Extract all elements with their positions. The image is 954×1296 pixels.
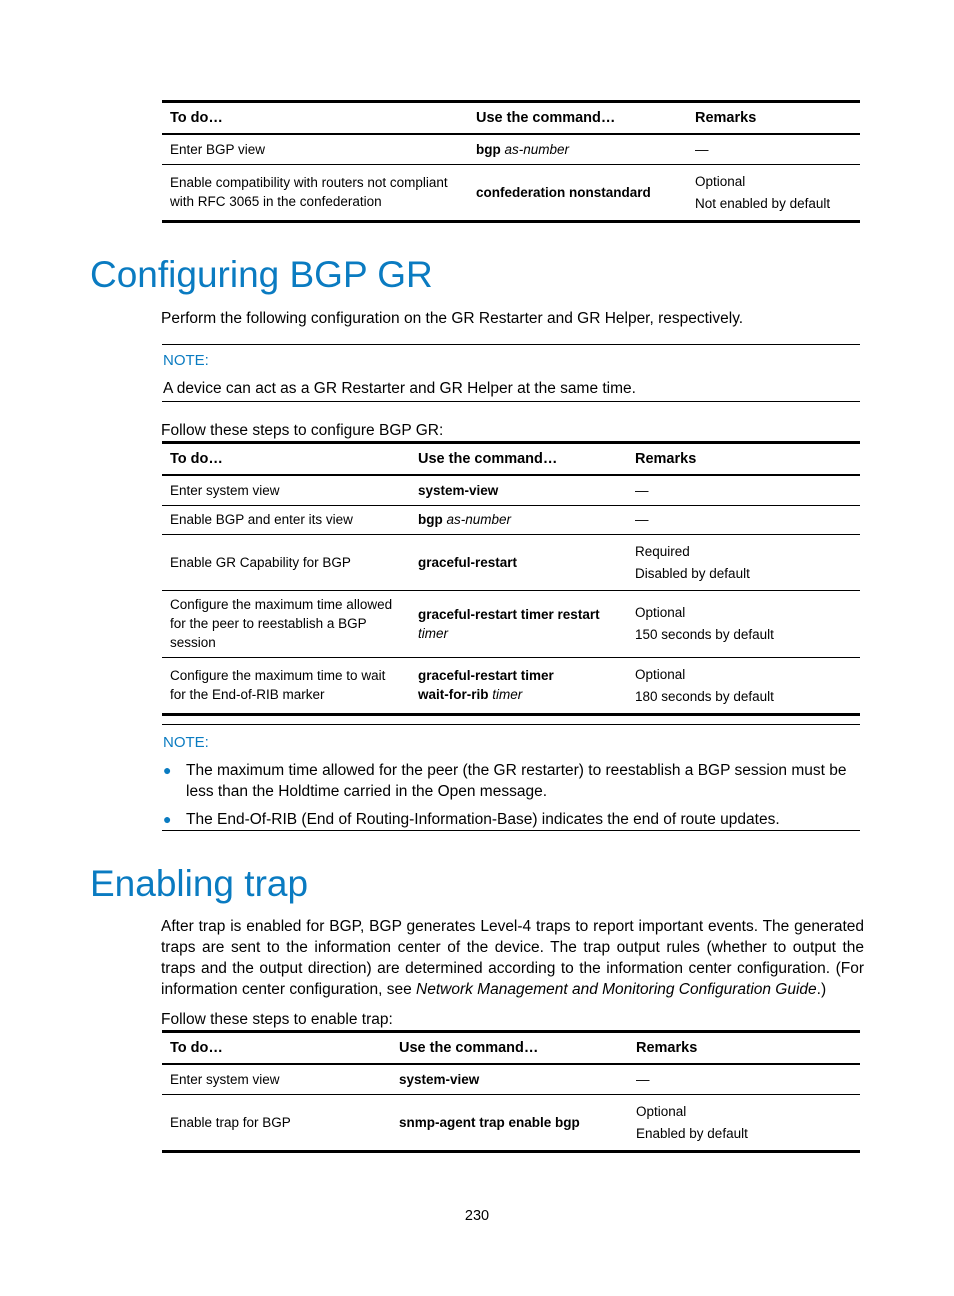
- todo-cell: Enable BGP and enter its view: [162, 505, 410, 534]
- trap-description-end: .): [816, 981, 827, 998]
- remark-line: Optional: [636, 1103, 687, 1119]
- note-label: NOTE:: [163, 734, 209, 751]
- bgp-confederation-table: [162, 100, 860, 223]
- col-header-command: Use the command…: [410, 443, 627, 476]
- remarks-cell: [628, 1094, 860, 1151]
- note-list-item: The End-Of-RIB (End of Routing-Information-Base) indicates the end of route updates.: [186, 811, 780, 828]
- table-row: [162, 534, 860, 590]
- remarks-cell: [627, 505, 860, 534]
- remarks-cell: [687, 134, 860, 164]
- bullet-icon: ●: [163, 762, 172, 778]
- command-cell: [410, 505, 627, 534]
- col-header-command: Use the command…: [391, 1032, 628, 1065]
- command-keyword: snmp-agent trap enable bgp: [399, 1114, 580, 1130]
- remarks-cell: [627, 657, 860, 714]
- note-label: NOTE:: [163, 352, 209, 369]
- todo-cell: Enter system view: [162, 1064, 391, 1094]
- command-cell: [468, 164, 687, 221]
- note-box: [162, 344, 860, 402]
- remarks-cell: [628, 1064, 860, 1094]
- command-cell: [410, 590, 627, 657]
- todo-cell: Enter BGP view: [162, 134, 468, 164]
- remarks-cell: [627, 475, 860, 505]
- command-keyword: system-view: [418, 482, 499, 498]
- command-cell: [410, 534, 627, 590]
- note-box: [162, 724, 860, 831]
- trap-table: [162, 1030, 860, 1153]
- command-keyword: bgp: [476, 141, 501, 157]
- command-keyword: bgp: [418, 512, 443, 527]
- remark-line: —: [635, 512, 649, 527]
- col-header-command: Use the command…: [468, 102, 687, 135]
- todo-cell: Configure the maximum time to wait for the End-of-RIB marker: [162, 657, 410, 714]
- trap-description: [161, 916, 864, 1000]
- command-cell: [391, 1094, 628, 1151]
- todo-cell: Enter system view: [162, 475, 410, 505]
- table-row: [162, 1064, 860, 1094]
- note-list-item: The maximum time allowed for the peer (the GR restarter) to reestablish a BGP session must be less than the Holdtime carried in the Open message.: [186, 762, 847, 800]
- remark-line: 150 seconds by default: [635, 627, 774, 642]
- remark-line: —: [695, 141, 709, 157]
- command-argument: as-number: [446, 512, 512, 527]
- col-header-remarks: Remarks: [687, 102, 860, 135]
- note-text: A device can act as a GR Restarter and GR Helper at the same time.: [163, 380, 636, 397]
- table-row: [162, 475, 860, 505]
- remark-line: —: [636, 1071, 650, 1087]
- remark-line: Optional: [635, 666, 686, 682]
- command-cell: [391, 1064, 628, 1094]
- todo-cell: Enable trap for BGP: [162, 1094, 391, 1151]
- bullet-icon: ●: [163, 811, 172, 827]
- table-header-row: [162, 102, 860, 135]
- section-title-enabling-trap: Enabling trap: [90, 863, 309, 904]
- remark-line: —: [635, 482, 649, 498]
- col-header-remarks: Remarks: [627, 443, 860, 476]
- command-keyword: graceful-restart timer: [418, 668, 554, 683]
- remark-line: Disabled by default: [635, 565, 750, 581]
- table-row: [162, 164, 860, 221]
- table-row: [162, 657, 860, 714]
- remarks-cell: [627, 534, 860, 590]
- command-argument: timer: [418, 625, 448, 641]
- todo-cell: Enable compatibility with routers not compliant with RFC 3065 in the confederation: [162, 164, 468, 221]
- remark-line: Enabled by default: [636, 1125, 748, 1141]
- section-intro: Perform the following configuration on the GR Restarter and GR Helper, respectively.: [161, 310, 744, 327]
- command-keyword: system-view: [399, 1071, 480, 1087]
- command-keyword: confederation nonstandard: [476, 184, 651, 200]
- col-header-remarks: Remarks: [628, 1032, 860, 1065]
- col-header-todo: To do…: [162, 443, 410, 476]
- command-cell: [468, 134, 687, 164]
- trap-description-text: After trap is enabled for BGP, BGP generates Level-4 traps to report important events. The generated traps are sent to the information center of the device. The trap output rules (whether to output the traps and the output direction) are determined according to the information center configuration. (For information center configuration, see: [161, 918, 864, 998]
- guide-reference: Network Management and Monitoring Configuration Guide: [416, 981, 817, 998]
- remark-line: Required: [635, 543, 690, 559]
- steps-intro: Follow these steps to enable trap:: [161, 1011, 393, 1028]
- todo-cell: Configure the maximum time allowed for the peer to reestablish a BGP session: [162, 590, 410, 657]
- command-cell: [410, 657, 627, 714]
- command-keyword: wait-for-rib: [418, 687, 489, 702]
- table-row: [162, 134, 860, 164]
- remarks-cell: [687, 164, 860, 221]
- command-keyword: graceful-restart timer restart: [418, 606, 600, 622]
- remark-line: 180 seconds by default: [635, 688, 774, 704]
- col-header-todo: To do…: [162, 102, 468, 135]
- steps-intro: Follow these steps to configure BGP GR:: [161, 422, 444, 439]
- section-title-configuring-bgp-gr: Configuring BGP GR: [90, 254, 433, 295]
- col-header-todo: To do…: [162, 1032, 391, 1065]
- remarks-cell: [627, 590, 860, 657]
- table-row: [162, 505, 860, 534]
- table-row: [162, 1094, 860, 1151]
- command-argument: as-number: [504, 141, 570, 157]
- command-keyword: graceful-restart: [418, 554, 518, 570]
- remark-line: Optional: [695, 173, 746, 189]
- todo-cell: Enable GR Capability for BGP: [162, 534, 410, 590]
- remark-line: Not enabled by default: [695, 195, 831, 211]
- table-row: [162, 590, 860, 657]
- table-header-row: [162, 443, 860, 476]
- table-header-row: [162, 1032, 860, 1065]
- page-number: 230: [464, 1208, 490, 1224]
- bgp-gr-table: [162, 441, 860, 716]
- command-argument: timer: [492, 687, 523, 702]
- command-cell: [410, 475, 627, 505]
- remark-line: Optional: [635, 605, 686, 620]
